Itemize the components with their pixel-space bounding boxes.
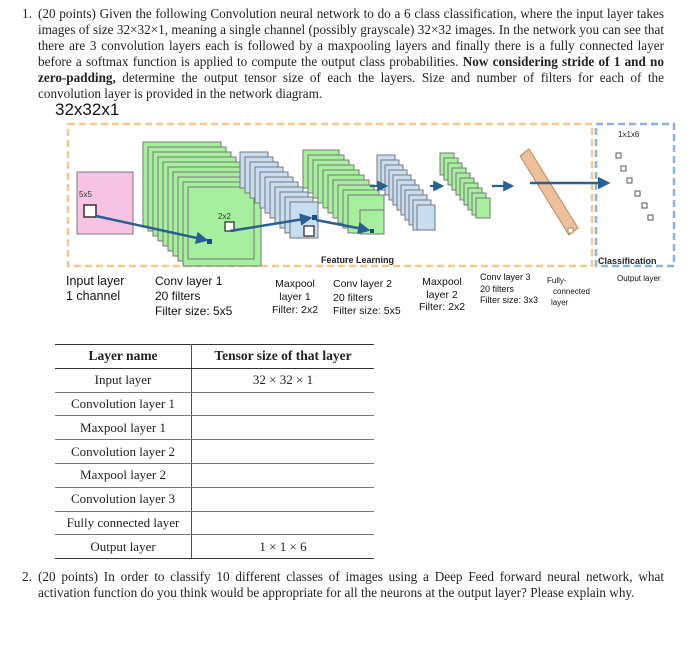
maxpool2-stack [377, 155, 435, 230]
table-row: Fully connected layer [55, 511, 374, 535]
output-nodes [616, 153, 653, 220]
table-row: Maxpool layer 2 [55, 463, 374, 487]
question-1-text-end: determine the output tensor size of each the layers. Size and number of filters for each of the convolution layer is provided in the network diagram. [38, 70, 664, 101]
pool-kernel-label: 2x2 [218, 212, 231, 221]
tensor-size-table [55, 344, 374, 559]
feature-learning-label: Feature Learning [321, 255, 395, 265]
question-2 [22, 569, 664, 601]
tensor-size-cell[interactable]: 32 × 32 × 1 [192, 368, 375, 392]
tensor-size-cell[interactable] [192, 511, 375, 535]
table-row: Convolution layer 1 [55, 392, 374, 416]
header-tensor-size: Tensor size of that layer [192, 345, 375, 369]
header-layer-name: Layer name [55, 345, 192, 369]
question-1-bold-text: Now considering stride of 1 and no zero-padding, [38, 54, 664, 85]
question-2-number: 2. [22, 569, 32, 584]
tensor-size-cell[interactable] [192, 487, 375, 511]
tensor-size-cell[interactable]: 1 × 1 × 6 [192, 535, 375, 559]
input-kernel-label: 5x5 [79, 190, 92, 199]
table-row: Maxpool layer 1 [55, 416, 374, 440]
conv1-label: Conv layer 1 20 filters Filter size: 5x5 [155, 274, 233, 318]
input-image-square [77, 172, 133, 234]
question-2-text: (20 points) In order to classify 10 different classes of images using a Deep Feed forward neural network, what activation function do you think would be appropriate for all the neurons at the output layer? Please explain why. [38, 569, 664, 600]
table-row: Convolution layer 2 [55, 440, 374, 464]
input-size-label: 32x32x1 [55, 100, 120, 119]
table-row: Output layer 1 × 1 × 6 [55, 535, 374, 559]
table-row: Input layer 32 × 32 × 1 [55, 368, 374, 392]
tensor-size-cell[interactable] [192, 416, 375, 440]
tensor-size-cell[interactable] [192, 392, 375, 416]
fully-connected-bar [520, 149, 578, 235]
input-layer-label: Input layer 1 channel [66, 274, 125, 303]
tensor-size-cell[interactable] [192, 463, 375, 487]
question-1-number: 1. [22, 6, 32, 21]
table-header-row [55, 345, 374, 369]
output-size-label: 1x1x6 [618, 130, 640, 139]
conv3-stack [440, 153, 490, 218]
maxpool1-label: Maxpool layer 1 Filter: 2x2 [271, 278, 319, 316]
input-kernel-square [84, 205, 96, 217]
table-row: Convolution layer 3 [55, 487, 374, 511]
fully-connected-label: Fully- connected layer [547, 276, 590, 307]
tensor-size-cell[interactable] [192, 440, 375, 464]
maxpool2-label: Maxpool layer 2 Filter: 2x2 [418, 276, 466, 313]
conv2-label: Conv layer 2 20 filters Filter size: 5x5 [333, 278, 401, 317]
output-layer-label: Output layer [617, 274, 661, 283]
classification-label: Classification [598, 256, 657, 266]
conv3-label: Conv layer 3 20 filters Filter size: 3x3 [480, 272, 539, 305]
question-1-text: (20 points) Given the following Convolution neural network to do a 6 class classification, where the input layer takes images of size 32×32×1, meaning a single channel (possibly grayscale) 32×32 images. In the network you can see that there are 3 convolution layers each is followed by a maxpooling layers and finally there is a fully connected layer before a softmax function is applied to compute the output class probabilities. [38, 6, 664, 69]
